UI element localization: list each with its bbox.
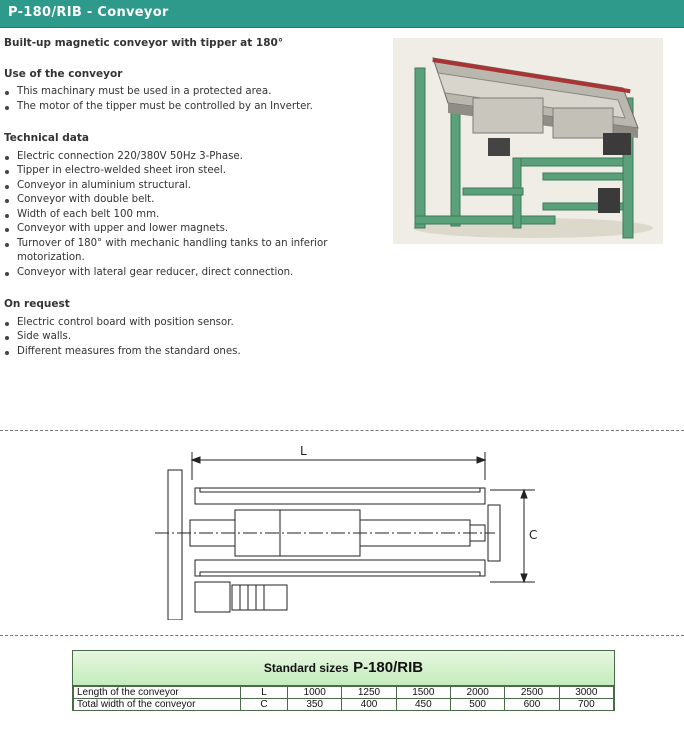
title-name: Conveyor <box>97 5 169 20</box>
list-item: Conveyor with lateral gear reducer, direct connection. <box>4 266 349 281</box>
section-technical-list <box>4 150 349 281</box>
list-item: Turnover of 180° with mechanic handling tanks to an inferior motorization. <box>4 237 349 266</box>
list-item: This machinary must be used in a protected area. <box>4 85 384 100</box>
page-header <box>0 0 684 28</box>
list-item: The motor of the tipper must be controlled by an Inverter. <box>4 100 384 115</box>
row-unit: C <box>241 699 288 711</box>
table-row <box>74 699 614 711</box>
table-cell: 500 <box>450 699 504 711</box>
list-item: Width of each belt 100 mm. <box>4 208 349 223</box>
table-cell: 700 <box>559 699 613 711</box>
table-row <box>74 687 614 699</box>
table-title-model: P-180/RIB <box>353 659 424 676</box>
list-item: Electric connection 220/380V 50Hz 3-Phase. <box>4 150 349 165</box>
table-cell: 450 <box>396 699 450 711</box>
list-item: Conveyor in aluminium structural. <box>4 179 349 194</box>
table-cell: 2500 <box>505 687 559 699</box>
section-technical-heading: Technical data <box>4 132 89 144</box>
table-cell: 400 <box>342 699 396 711</box>
description <box>4 36 384 376</box>
separator-top <box>0 430 684 431</box>
conveyor-photo <box>393 38 663 244</box>
list-item: Electric control board with position sensor. <box>4 316 384 331</box>
section-request-list <box>4 316 384 360</box>
list-item: Conveyor with upper and lower magnets. <box>4 222 349 237</box>
product-subtitle: Built-up magnetic conveyor with tipper at 180° <box>4 37 284 49</box>
list-item: Conveyor with double belt. <box>4 193 349 208</box>
list-item: Tipper in electro-welded sheet iron steel. <box>4 164 349 179</box>
technical-drawing <box>150 440 540 620</box>
standard-sizes-table <box>72 650 615 711</box>
section-use-list <box>4 85 384 114</box>
dimension-length-label: L <box>300 444 307 458</box>
title-separator: - <box>82 5 98 20</box>
table-cell: 3000 <box>559 687 613 699</box>
page-title <box>8 5 169 20</box>
table-cell: 2000 <box>450 687 504 699</box>
table-title-prefix: Standard sizes <box>263 661 349 675</box>
separator-bottom <box>0 635 684 636</box>
table-cell: 600 <box>505 699 559 711</box>
section-use-heading: Use of the conveyor <box>4 67 123 80</box>
table-title <box>73 651 614 686</box>
title-code: P-180/RIB <box>8 5 83 20</box>
table-cell: 350 <box>288 699 342 711</box>
list-item: Different measures from the standard ones. <box>4 345 384 360</box>
dimension-width-label: C <box>529 528 538 542</box>
row-label: Total width of the conveyor <box>74 699 241 711</box>
row-unit: L <box>241 687 288 699</box>
sizes-grid <box>73 686 614 711</box>
table-cell: 1500 <box>396 687 450 699</box>
table-cell: 1250 <box>342 687 396 699</box>
row-label: Length of the conveyor <box>74 687 241 699</box>
table-cell: 1000 <box>288 687 342 699</box>
list-item: Side walls. <box>4 330 384 345</box>
section-request-heading: On request <box>4 298 70 310</box>
